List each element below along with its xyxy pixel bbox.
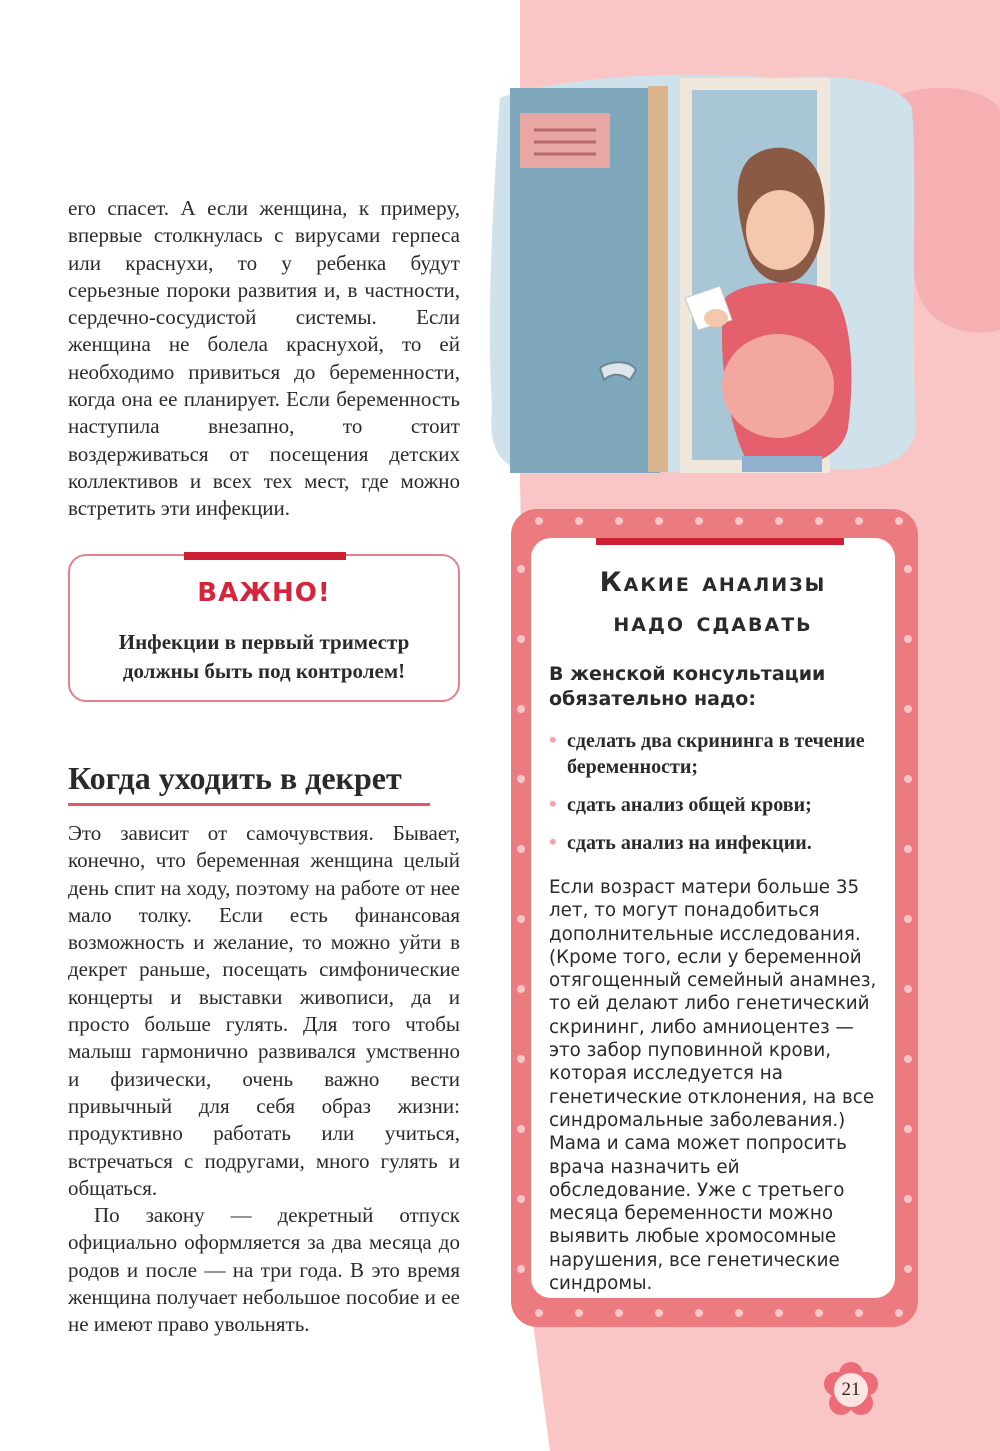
page-number-text: 21 — [841, 1379, 861, 1400]
list-item: • сдать анализ общей крови; — [549, 791, 812, 816]
list-item: • сделать два скрининга в течение беременности; — [549, 727, 865, 778]
tests-list — [549, 728, 879, 856]
page-number — [823, 1362, 879, 1418]
bullet-icon: • — [549, 791, 557, 816]
paragraph-maternity-2: По закону — декретный отпуск официально оформляется за два месяца до родов и после — на три года. В это время женщина получает небольшое пособие и ее не имеют право увольнять. — [68, 1203, 460, 1337]
tests-card-accent-bar — [596, 538, 844, 545]
paragraph-infections: его спасет. А если женщина, к примеру, впервые столкнулась с вирусами герпеса или краснухи, то у ребенка будут серьезные пороки развития и, в частности, сердечно-сосудистой системы. Если женщина не болела краснухой, то ей необходимо привиться до беременности, когда она ее планирует. Если беременность наступила внезапно, то стоит воздерживаться от посещения детских коллективов и всех тех мест, где можно встретить эти инфекции. — [68, 196, 460, 521]
pregnant-woman-illustration — [480, 68, 920, 478]
section-title-maternity-leave: Когда уходить в декрет — [68, 760, 402, 796]
bullet-icon: • — [549, 727, 557, 752]
important-title: ВАЖНО! — [197, 578, 331, 608]
tests-card-subtitle: В женской консультации обязательно надо: — [549, 663, 826, 710]
bullet-icon: • — [549, 829, 557, 854]
tests-card-title-line2: надо сдавать — [613, 607, 813, 638]
tests-card-title-line1: Какие анализы — [599, 567, 827, 598]
list-item: • сдать анализ на инфекции. — [549, 829, 812, 854]
important-text: Инфекции в первый триместр должны быть под контролем! — [118, 630, 410, 683]
tests-card-title — [531, 563, 895, 643]
paragraph-maternity-1: Это зависит от самочувствия. Бывает, конечно, что беременная женщина целый день спит на ходу, поэтому на работе от нее мало толку. Если есть финансовая возможность и желание, то можно уйти в декрет раньше, посещать симфонические концерты и выставки живописи, да и просто больше гулять. Для того чтобы малыш гармонично развивался умственно и физически, очень важно вести привычный для себя образ жизни: продуктивно работать или учиться, встречаться с подругами, много гулять и общаться. — [68, 821, 460, 1200]
important-box — [68, 554, 460, 702]
tests-card-body: Если возраст матери больше 35 лет, то могут понадобиться дополнительные исследования. (Кроме того, если у беременной отягощенный семейный анамнез, то ей делают либо генетический скрининг, либо амниоцентез — это забор пуповинной крови, которая исследуется на генетические отклонения, на все синдромальные заболевания.) Мама и сама может попросить врача назначить ей обследование. Уже с третьего месяца беременности можно выявить любые хромосомные нарушения, все генетические синдромы. — [549, 877, 877, 1295]
important-accent-bar — [184, 552, 346, 560]
section-title-underline — [68, 803, 430, 806]
